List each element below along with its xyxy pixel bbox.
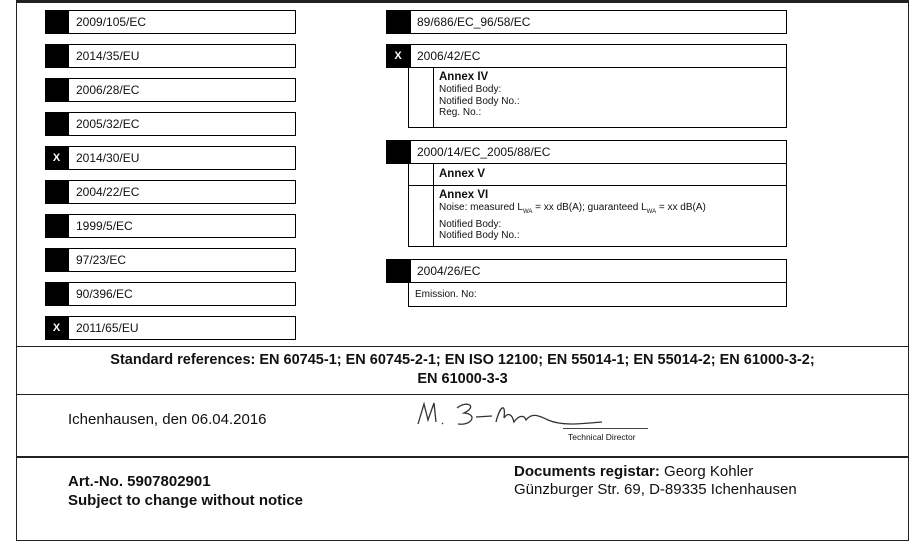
- directive-code: 90/396/EC: [68, 282, 296, 306]
- directive-code: 97/23/EC: [68, 248, 296, 272]
- annex-vi-block: [408, 185, 787, 247]
- registrar-address: Günzburger Str. 69, D-89335 Ichenhausen: [514, 481, 797, 498]
- directive-checkbox[interactable]: [45, 214, 68, 238]
- directive-code: 2004/26/EC: [410, 259, 787, 283]
- directive-code: 2000/14/EC_2005/88/EC: [410, 140, 787, 164]
- directive-checkbox[interactable]: X: [386, 44, 410, 68]
- notified-body-label: Notified Body:: [439, 84, 502, 95]
- registrar-name: Georg Kohler: [659, 463, 754, 480]
- directive-row: [386, 259, 787, 283]
- noise-line: Noise: measured $L_{WA}$ = xx dB(A); guaranteed $L_{WA}$ = xx dB(A): [439, 202, 706, 215]
- documents-registrar: [514, 463, 797, 499]
- reg-no-label: Reg. No.:: [439, 107, 482, 118]
- emission-no-label: Emission. No:: [415, 289, 477, 300]
- directive-row: [386, 44, 787, 68]
- change-notice: Subject to change without notice: [68, 492, 304, 509]
- directive-checkbox[interactable]: [386, 140, 410, 164]
- emission-block: [408, 283, 787, 307]
- directive-checkbox[interactable]: [386, 259, 410, 283]
- directive-code: 2014/35/EU: [68, 44, 296, 68]
- directive-code: 2014/30/EU: [68, 146, 296, 170]
- directive-row: [45, 146, 296, 170]
- annex-iv-block: [408, 68, 787, 128]
- signature-role: Technical Director: [568, 432, 636, 442]
- directive-checkbox[interactable]: [45, 10, 68, 34]
- section-divider: [16, 456, 909, 458]
- directive-code: 2006/28/EC: [68, 78, 296, 102]
- directive-code: 2006/42/EC: [410, 44, 787, 68]
- place-date: Ichenhausen, den 06.04.2016: [68, 411, 267, 428]
- annex-v-block: [408, 164, 787, 186]
- directive-row: [45, 214, 296, 238]
- directive-code: 2009/105/EC: [68, 10, 296, 34]
- annex-title: Annex V: [439, 168, 486, 180]
- directive-row: [45, 248, 296, 272]
- directive-checkbox[interactable]: [45, 180, 68, 204]
- directive-row: [45, 180, 296, 204]
- directive-code: 2005/32/EC: [68, 112, 296, 136]
- annex-title: Annex IV: [439, 71, 489, 83]
- directive-row: [45, 10, 296, 34]
- directive-checkbox[interactable]: [45, 44, 68, 68]
- directive-checkbox[interactable]: [45, 248, 68, 272]
- notified-body-label: Notified Body:: [439, 218, 502, 230]
- directive-code: 1999/5/EC: [68, 214, 296, 238]
- directive-row: [45, 282, 296, 306]
- directive-checkbox[interactable]: X: [45, 316, 68, 340]
- registrar-label: Documents registar:: [514, 463, 660, 480]
- notified-body-no-label: Notified Body No.:: [439, 230, 520, 241]
- directive-checkbox[interactable]: [45, 78, 68, 102]
- directive-checkbox[interactable]: X: [45, 146, 68, 170]
- directive-row: [386, 140, 787, 164]
- directive-checkbox[interactable]: [386, 10, 410, 34]
- directive-code: 89/686/EC_96/58/EC: [410, 10, 787, 34]
- directive-checkbox[interactable]: [45, 112, 68, 136]
- annex-title: Annex VI: [439, 189, 489, 201]
- directive-row: [45, 316, 296, 340]
- article-number: Art.-No. 5907802901: [68, 473, 211, 490]
- directive-code: 2004/22/EC: [68, 180, 296, 204]
- notified-body-no-label: Notified Body No.:: [439, 95, 520, 107]
- article-info: [68, 472, 303, 510]
- standard-references: [16, 346, 909, 395]
- directive-row: [45, 78, 296, 102]
- directive-code: 2011/65/EU: [68, 316, 296, 340]
- standards-line-2: EN 61000-3-3: [417, 371, 508, 387]
- directive-row: [386, 10, 787, 34]
- directive-row: [45, 112, 296, 136]
- directive-row: [45, 44, 296, 68]
- signature-line: [563, 428, 648, 429]
- directive-checkbox[interactable]: [45, 282, 68, 306]
- standards-line-1: Standard references: EN 60745-1; EN 60745-2-1; EN ISO 12100; EN 55014-1; EN 55014-2; EN 61000-3-2;: [110, 352, 815, 368]
